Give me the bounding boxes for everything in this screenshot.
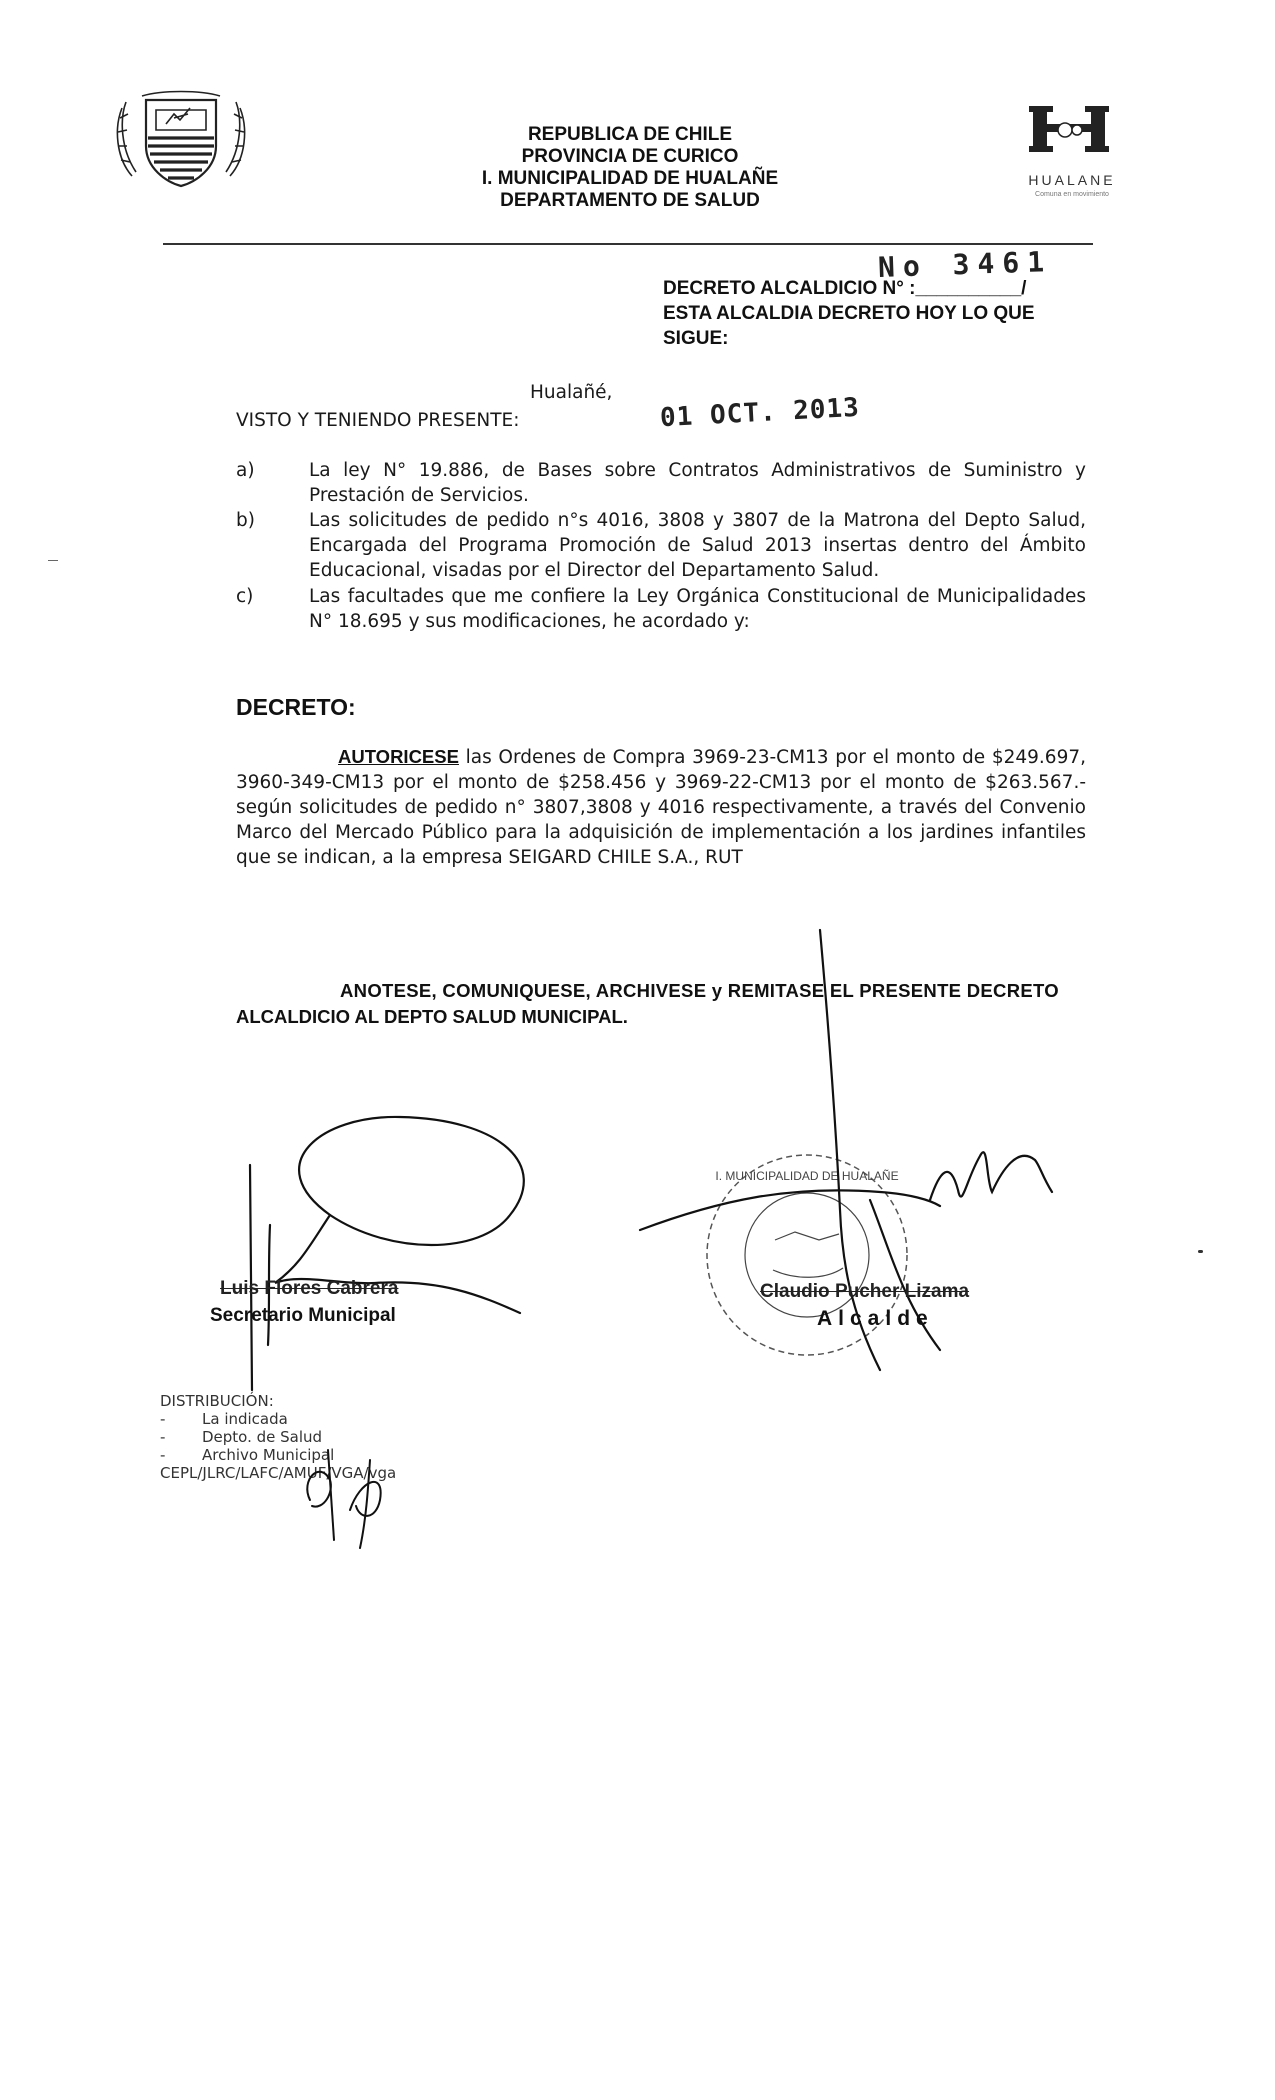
decreto-title: DECRETO: [236, 694, 356, 720]
distribution-item: - Depto. de Salud [160, 1428, 323, 1446]
decree-number-label: DECRETO ALCALDICIO N° :__________/ [663, 278, 1027, 299]
coat-of-arms-emblem [112, 88, 250, 190]
consideration-a [236, 458, 1086, 508]
distribution-initials: CEPL/JLRC/LAFC/AMUF/VGA/vga [160, 1464, 397, 1482]
header-line-republic: REPUBLICA DE CHILE [527, 124, 733, 145]
consideration-text: Las facultades que me confiere la Ley Orgánica Constitucional de Municipalidades N° 18.695 y sus modificaciones, he acordado y: [309, 586, 1086, 632]
mayor-title: Alcalde [817, 1307, 934, 1330]
mayor-name: Claudio Pucher Lizama [760, 1281, 970, 1302]
logo-tagline: Comuna en movimiento [1035, 191, 1109, 198]
consideration-text: La ley N° 19.886, de Bases sobre Contratos Administrativos de Suministro y Prestación de Servicios. [309, 460, 1086, 506]
secretary-signature [180, 1105, 600, 1395]
header-line-municipality: I. MUNICIPALIDAD DE HUALAÑE [481, 168, 779, 189]
header-line-province: PROVINCIA DE CURICO [521, 146, 739, 167]
margin-dot [1198, 1250, 1203, 1253]
header-block [440, 124, 820, 212]
closing-line-2: ALCALDICIO AL DEPTO SALUD MUNICIPAL. [236, 1006, 628, 1027]
logo-name: HUALANE [1028, 172, 1116, 188]
distribution-item: - La indicada [160, 1410, 288, 1428]
distribution-title: DISTRIBUCIÓN: [160, 1392, 274, 1410]
consideration-letter: a) [236, 460, 255, 481]
margin-mark [48, 560, 58, 561]
distribution-item: - Archivo Municipal [160, 1446, 335, 1464]
resolution-text: las Ordenes de Compra 3969-23-CM13 por el monto de $249.697, 3960-349-CM13 por el monto de $258.456 y 3969-22-CM13 por el monto de $263.567.- según solicitudes de pedido n° 3807,3808 y 4016 respectivamente, a través del Convenio Marco del Mercado Público para la adquisición de implementación a los jardines infantiles que se indican, a la empresa SEIGARD CHILE S.A., RUT [236, 747, 1086, 868]
secretary-title: Secretario Municipal [210, 1305, 396, 1326]
consideration-letter: c) [236, 586, 254, 607]
initials-signature [290, 1440, 410, 1550]
visto-label: VISTO Y TENIENDO PRESENTE: [236, 410, 520, 431]
closing-line-1: ANOTESE, COMUNIQUESE, ARCHIVESE y REMITASE EL PRESENTE DECRETO [340, 980, 1059, 1001]
header-line-department: DEPARTAMENTO DE SALUD [500, 190, 760, 211]
consideration-text: Las solicitudes de pedido n°s 4016, 3808 y 3807 de la Matrona del Depto Salud, Encargada del Programa Promoción de Salud 2013 insertas dentro del Ámbito Educacional, visadas por el Director del Departamento Salud. [309, 510, 1086, 581]
resolution-lead: AUTORICESE [338, 746, 459, 767]
consideration-b [236, 508, 1086, 584]
consideration-letter: b) [236, 510, 255, 531]
place-name: Hualañé, [530, 382, 613, 403]
decree-intro-line: ESTA ALCALDIA DECRETO HOY LO QUE [663, 303, 1035, 324]
header-divider [163, 243, 1093, 245]
handwritten-decree-number: No 3461 [877, 244, 1053, 285]
consideration-c [236, 584, 1086, 634]
decree-intro-line-2: SIGUE: [663, 328, 729, 349]
hualane-logo [1015, 100, 1130, 175]
resolution-paragraph [236, 744, 1086, 870]
seal-text: I. MUNICIPALIDAD DE HUALAÑE [715, 1169, 899, 1183]
date-stamp: 01 OCT. 2013 [659, 392, 861, 434]
secretary-name: Luis Flores Cabrera [220, 1278, 399, 1299]
